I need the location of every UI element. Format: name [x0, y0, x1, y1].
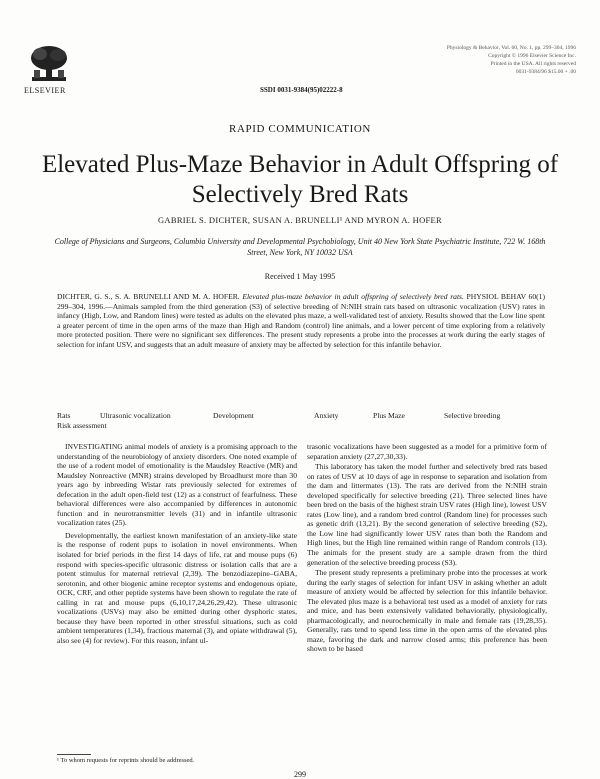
journal-line: Copyright © 1996 Elsevier Science Inc. — [488, 53, 576, 59]
abstract-lead: DICHTER, G. S., S. A. BRUNELLI AND M. A. HOFER. — [57, 292, 240, 301]
body-paragraph: This laboratory has taken the model further and selectively bred rats based on rates of USV at 10 days of age in response to separation and isolation from the dam and littermates (13). The rats are derived from the N:NIH strain developed specifically for selective breeding (21). Three selected lines have been bred on the basis of the highest strain USV rates (High line), lowest USV rates (Low line), and a random bred control (Random line) for processes such as genetic drift (13,21). By the second generation of selective breeding (S2), the Low line had significantly lower USV rates than both the Random and High lines, but the High line remained within range of Random controls (13). The animals for the present study are a sample drawn from the third generation of the selective breeding process (S3). — [307, 462, 547, 567]
publisher-name: ELSEVIER — [24, 86, 66, 95]
ssdi-code: SSDI 0031-9384(95)02222-8 — [260, 86, 343, 94]
keyword: Rats — [57, 411, 71, 420]
body-column-right — [307, 442, 547, 654]
keyword: Plus Maze — [373, 411, 405, 420]
journal-line: Physiology & Behavior, Vol. 60, No. 1, pp. 299–304, 1996 — [446, 45, 576, 51]
elsevier-tree-logo — [28, 44, 70, 84]
journal-info — [356, 44, 576, 76]
article-title: Elevated Plus-Maze Behavior in Adult Offspring of Selectively Bred Rats — [41, 151, 559, 208]
journal-line: Printed in the USA. All rights reserved — [490, 61, 576, 67]
body-column-left — [57, 442, 297, 645]
journal-line: 0031-9384/96 $15.00 + .00 — [515, 69, 576, 75]
body-paragraph: trasonic vocalizations have been suggested as a model for a primitive form of separation anxiety (27,27,30,33). — [307, 442, 547, 461]
keyword: Ultrasonic vocalization — [100, 411, 171, 420]
abstract-citation: PHYSIOL BEHAV 60(1) 299–304, 1996.— — [57, 292, 545, 311]
section-heading: RAPID COMMUNICATION — [229, 123, 371, 135]
page-number: 299 — [294, 770, 306, 779]
keyword: Development — [213, 411, 254, 420]
keyword: Selective breeding — [444, 411, 501, 420]
abstract-title: Elevated plus-maze behavior in adult offspring of selectively bred rats. — [242, 292, 464, 301]
received-date: Received 1 May 1995 — [264, 272, 336, 281]
abstract-body: Animals sampled from the third generation (S3) of selective breeding of N:NIH strain rats based on ultrasonic vocalization (USV) rates in infancy (High, Low, and Random lines) were tested as adults on the elevated plus maze, a well-validated test of anxiety. Results showed that the Low line spent a greater percent of time in the open arms of the maze than High and Random (control) line animals, and a lower percent of time exploring from a relatively more protected position. There were no significant sex differences. The present study represents a probe into the processes at work during the early stages of selection for infant USV, and suggests that an adult measure of anxiety may be affected by selection for this infantile behavior. — [57, 301, 545, 349]
affiliation: College of Physicians and Surgeons, Columbia University and Developmental Psychobiology, Unit 40 New York State Psychiatric Institute, 722 W. 168th Street, New York, NY 10032 USA — [54, 237, 546, 257]
body-paragraph: Developmentally, the earliest known manifestation of an anxiety-like state is the response of rodent pups to isolation in novel environments. When isolated for brief periods in the first 14 days of life, rat and mouse pups (6) respond with species-specific ultrasonic distress or isolation calls that are a potent stimulus for maternal retrieval (2,39). The benzodiazepine–GABA, serotonin, and other biogenic amine receptor systems and endogenous opiate, OCK, CRF, and other peptide systems have been shown to regulate the rate of calling in rat and mouse pups (6,10,17,24,26,29,42). These ultrasonic vocalizations (USVs) may also be emitted during other dysphoric states, because they have been reported in other stressful situations, such as cold ambient temperatures (1,34), fractious maternal (3), and opiate withdrawal (5), also see (4) for review). For this reason, infant ul- — [57, 530, 297, 645]
body-paragraph: INVESTIGATING animal models of anxiety is a promising approach to the understanding of the neurobiology of anxiety disorders. One noted example of the use of a rodent model of emotionality is the Maudsley Reactive (MR) and Maudsley Nonreactive (MNR) strains developed by Broadhurst more than 30 years ago by inbreeding Wistar rats previously selected for extremes of defecation in the adult open-field test (12) as a construct of fearfulness. These behavioral differences were also accompanied by differences in autonomic function and in neurotransmitter levels (31) and in infantile ultrasonic vocalization rates (25). — [57, 442, 297, 528]
keyword: Anxiety — [314, 411, 339, 420]
author-list: GABRIEL S. DICHTER, SUSAN A. BRUNELLI¹ AND MYRON A. HOFER — [157, 215, 443, 225]
footnote: ¹ To whom requests for reprints should be addressed. — [57, 757, 195, 764]
footnote-rule — [57, 754, 91, 755]
body-paragraph: The present study represents a preliminary probe into the processes at work during the early stages of selection for infant USV in asking whether an adult measure of anxiety would be affected by selection for this infantile behavior. The elevated plus maze is a behavioral test used as a model of anxiety for rats and mice, and has been extensively validated behaviorally, physiologically, pharmacologically, and neurochemically in male and female rats (19,28,35). Generally, rats tend to spend less time in the open arms of the elevated plus maze, favoring the dark and narrow closed arms; this preference has been shown to be based — [307, 568, 547, 654]
keyword: Risk assessment — [57, 421, 107, 430]
abstract — [57, 292, 545, 350]
